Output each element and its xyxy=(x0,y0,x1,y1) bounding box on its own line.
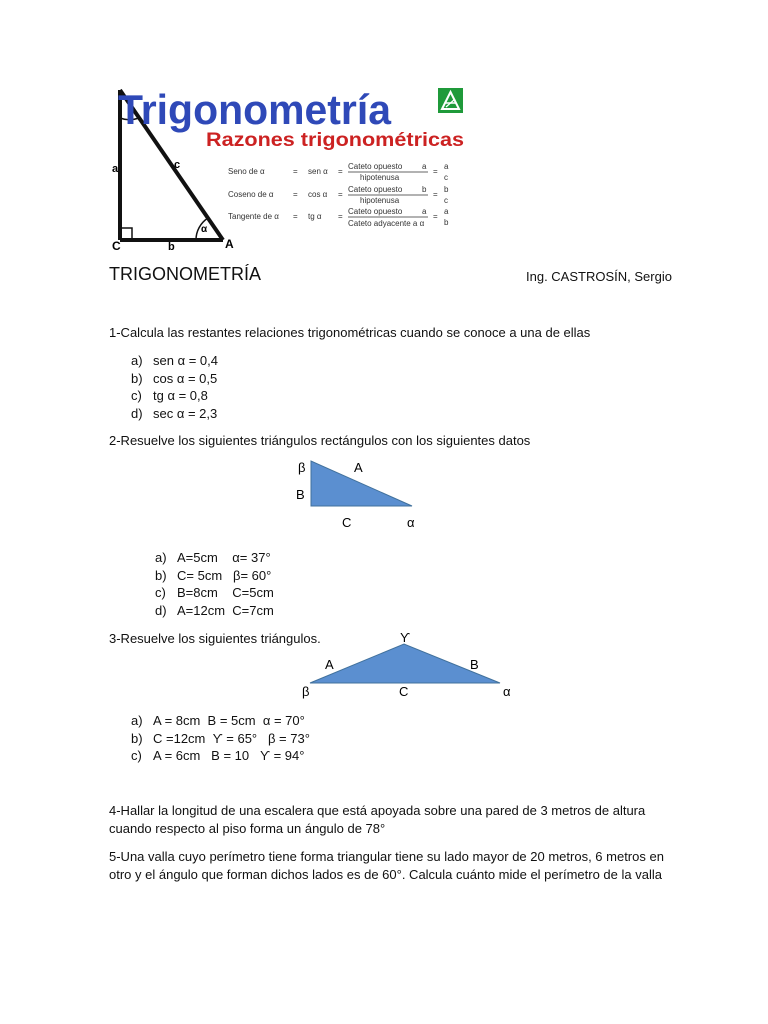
equals: = xyxy=(293,212,298,221)
equals: = xyxy=(338,190,343,199)
oblique-triangle-figure xyxy=(298,628,518,704)
formula-tg-a: a xyxy=(422,207,427,216)
diagram-label-a: a xyxy=(112,163,119,175)
formula-tg-short-num: a xyxy=(444,207,449,216)
page-title: TRIGONOMETRÍA xyxy=(109,264,261,284)
question-3-list xyxy=(131,712,310,765)
equals: = xyxy=(338,167,343,176)
label-alpha: α xyxy=(503,684,511,699)
formula-tg-name: Tangente de α xyxy=(228,212,279,221)
formula-sen-name: Seno de α xyxy=(228,167,265,176)
list-item: c) tg α = 0,8 xyxy=(131,388,208,404)
label-beta: β xyxy=(298,460,306,475)
equals: = xyxy=(293,167,298,176)
right-triangle-figure xyxy=(290,455,430,535)
formula-tg-den: Cateto adyacente a α xyxy=(348,219,425,228)
diagram-label-b: b xyxy=(168,241,175,253)
label-side-a: A xyxy=(325,657,334,672)
label-side-a: A xyxy=(354,460,363,475)
formula-cos-short-num: b xyxy=(444,185,449,194)
question-5: 5-Una valla cuyo perímetro tiene forma triangular tiene su lado mayor de 20 metros, 6 metros en otro y el ángulo que forman dichos lados es de 60°. Calcula cuánto mide el perímetro de la valla xyxy=(109,849,664,882)
label-side-c: C xyxy=(342,515,352,530)
label-side-c: C xyxy=(399,684,409,699)
list-item: d) sec α = 2,3 xyxy=(131,405,218,421)
formula-cos-short-den: c xyxy=(444,196,448,205)
formula-table xyxy=(228,162,449,228)
author: Ing. CASTROSÍN, Sergio xyxy=(526,269,672,284)
formula-cos-num: Cateto opuesto xyxy=(348,185,403,194)
diagram-vertex-c: C xyxy=(112,239,121,253)
formula-sen-short-den: c xyxy=(444,173,448,182)
diagram-angle-alpha: α xyxy=(201,224,208,235)
formula-sen-den: hipotenusa xyxy=(360,173,400,182)
list-item: b) C= 5cm β= 60° xyxy=(155,567,272,583)
formula-sen-short-num: a xyxy=(444,162,449,171)
formula-sen-func: sen α xyxy=(308,167,328,176)
equals: = xyxy=(293,190,298,199)
label-alpha: α xyxy=(407,515,415,530)
list-item: c) A = 6cm B = 10 ϒ = 94° xyxy=(131,748,305,764)
header-banner xyxy=(108,84,480,254)
question-2: 2-Resuelve los siguientes triángulos rectángulos con los siguientes datos xyxy=(109,433,531,448)
list-item: b) cos α = 0,5 xyxy=(131,370,218,386)
formula-cos-name: Coseno de α xyxy=(228,190,274,199)
question-2-list xyxy=(155,549,274,619)
list-item: d) A=12cm C=7cm xyxy=(155,602,274,618)
logo-icon xyxy=(438,88,463,113)
label-beta: β xyxy=(302,684,310,699)
question-3: 3-Resuelve los siguientes triángulos. xyxy=(109,631,321,646)
equals: = xyxy=(433,167,438,176)
formula-cos-a: b xyxy=(422,185,427,194)
question-1-list xyxy=(131,352,218,422)
label-side-b: B xyxy=(296,487,305,502)
diagram-label-c: c xyxy=(174,159,181,171)
formula-sen-a: a xyxy=(422,162,427,171)
formula-tg-num: Cateto opuesto xyxy=(348,207,403,216)
list-item: a) A = 8cm B = 5cm α = 70° xyxy=(131,713,305,728)
formula-sen-num: Cateto opuesto xyxy=(348,162,403,171)
formula-tg-short-den: b xyxy=(444,218,449,227)
list-item: b) C =12cm ϒ = 65° β = 73° xyxy=(131,730,310,746)
formula-cos-func: cos α xyxy=(308,190,328,199)
label-side-b: B xyxy=(470,657,479,672)
formula-cos-den: hipotenusa xyxy=(360,196,400,205)
label-gamma: ϒ xyxy=(400,630,411,645)
banner-graphic xyxy=(108,84,480,254)
formula-tg-func: tg α xyxy=(308,212,322,221)
banner-subtitle: Razones trigonométricas xyxy=(206,130,464,151)
question-1: 1-Calcula las restantes relaciones trigonométricas cuando se conoce a una de ellas xyxy=(109,325,591,340)
list-item: a) A=5cm α= 37° xyxy=(155,550,271,565)
equals: = xyxy=(433,190,438,199)
question-4: 4-Hallar la longitud de una escalera que está apoyada sobre una pared de 3 metros de altura cuando respecto al piso forma un ángulo de 78° xyxy=(109,803,646,836)
list-item: a) sen α = 0,4 xyxy=(131,353,218,368)
banner-title: Trigonometría xyxy=(118,86,392,133)
diagram-vertex-a: A xyxy=(225,237,234,251)
equals: = xyxy=(433,212,438,221)
equals: = xyxy=(338,212,343,221)
list-item: c) B=8cm C=5cm xyxy=(155,585,274,601)
